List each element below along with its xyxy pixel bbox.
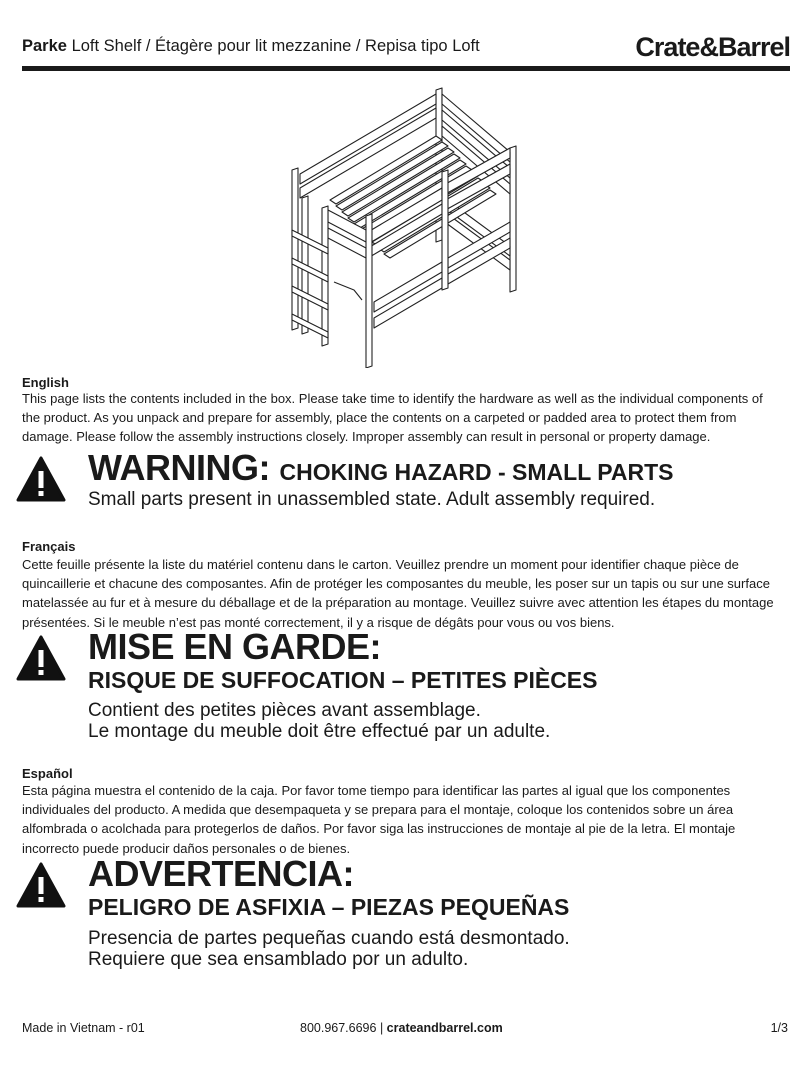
mise-en-garde-subtitle: RISQUE DE SUFFOCATION – PETITES PIÈCES — [88, 667, 598, 693]
document-title — [22, 37, 480, 56]
english-paragraph: This page lists the contents included in the box. Please take time to identify the hardware as well as the individual components of the product. As you unpack and prepare for assembly, place the contents on a carpeted or padded area to protect them from damage. Please follow the assembly instructions closely. Improper assembly can result in personal or property damage. — [22, 391, 763, 445]
mise-en-garde-notice-1: Contient des petites pièces avant assemblage. — [88, 700, 481, 721]
spanish-paragraph: Esta página muestra el contenido de la caja. Por favor tome tiempo para identificar las partes al igual que los componentes individuales del producto. A medida que desempaqueta y se prepara para el montaje, coloque los contenidos sobre un área alfombrada o acolchada para protegerlos de daños. Por favor siga las instrucciones de montaje al pie de la letra. El montaje incorrecto puede producir daños personales o de bienes. — [22, 783, 736, 856]
french-paragraph: Cette feuille présente la liste du matériel contenu dans le carton. Veuillez prendre un moment pour identifier chaque pièce de quincaillerie et chacune des composantes. Afin de protéger les composantes du meuble, les poser sur un tapis ou sur une surface matelassée au fur et à mesure du déballage et de la préparation au montage. Veuillez suivre avec attention les étapes du montage présentées. Si le meuble n’est pas monté correctement, il y a risque de dégâts pour vous ou vos biens. — [22, 557, 774, 630]
brand-logo: Crate&Barrel — [635, 32, 790, 62]
footer-page-number: 1/3 — [770, 1021, 788, 1035]
advertencia-notice-1: Presencia de partes pequeñas cuando está desmontado. — [88, 928, 570, 949]
spanish-heading: Español — [22, 766, 73, 781]
warning-notice: Small parts present in unassembled state. Adult assembly required. — [88, 489, 656, 510]
advertencia-notice-2: Requiere que sea ensamblado por un adulto. — [88, 949, 469, 970]
mise-en-garde-title: MISE EN GARDE: — [88, 626, 382, 667]
page-header — [22, 32, 790, 64]
french-heading: Français — [22, 539, 76, 554]
english-heading: English — [22, 375, 69, 390]
mise-en-garde-notice-2: Le montage du meuble doit être effectué par un adulte. — [88, 721, 551, 742]
footer-contact — [300, 1021, 503, 1035]
product-description: Loft Shelf / Étagère pour lit mezzanine / Repisa tipo Loft — [71, 37, 480, 55]
warning-label: WARNING: — [88, 447, 270, 488]
product-name: Parke — [22, 37, 67, 55]
warning-triangle-icon — [16, 862, 66, 908]
advertencia-title: ADVERTENCIA: — [88, 853, 355, 894]
advertencia-subtitle: PELIGRO DE ASFIXIA – PIEZAS PEQUEÑAS — [88, 894, 570, 920]
warning-triangle-icon — [16, 456, 66, 502]
loft-bed-illustration — [270, 80, 540, 368]
warning-title — [88, 448, 673, 492]
footer-made-in: Made in Vietnam - r01 — [22, 1021, 145, 1035]
warning-subtitle: CHOKING HAZARD - SMALL PARTS — [279, 459, 674, 485]
warning-triangle-icon — [16, 635, 66, 681]
header-rule — [22, 66, 790, 71]
footer-website[interactable]: crateandbarrel.com — [386, 1021, 503, 1035]
footer-phone: 800.967.6696 | — [300, 1021, 387, 1035]
